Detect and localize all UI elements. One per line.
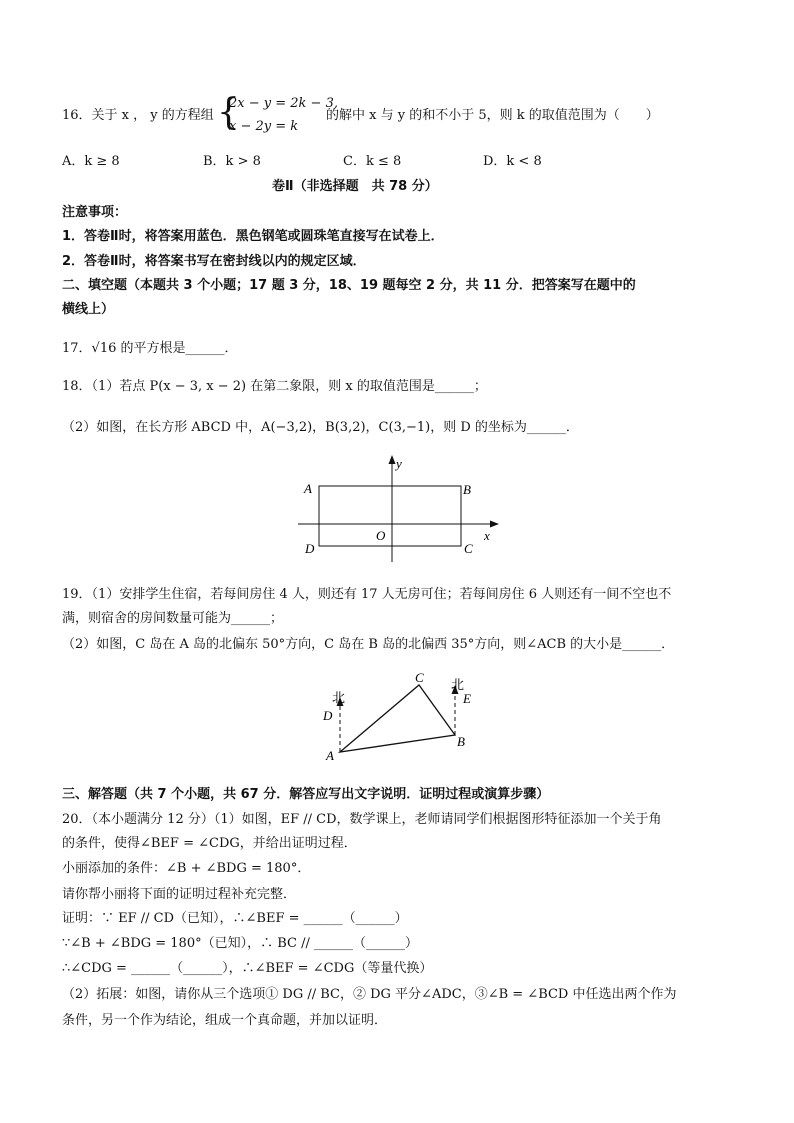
label-b: B <box>457 734 465 749</box>
triangle-acb <box>340 685 455 752</box>
q20-proof-line1: 证明：∵ EF // CD（已知），∴∠BEF = ______（______） <box>62 911 408 926</box>
part2-heading-line2: 横线上） <box>62 302 115 317</box>
label-a: A <box>326 748 334 763</box>
label-a: A <box>304 481 312 496</box>
q16-equation-1: 2x − y = 2k − 3, <box>229 96 338 111</box>
q20-line2: 的条件，使得∠BEF = ∠CDG，并给出证明过程． <box>62 836 357 851</box>
q20-proof-line3: ∴∠CDG = ______（______），∴∠BEF = ∠CDG（等量代换） <box>62 961 433 976</box>
label-d: D <box>305 541 315 556</box>
q20-proof-line2: ∵∠B + ∠BDG = 180°（已知），∴ BC // ______（______） <box>62 936 418 951</box>
part3-heading: 三、解答题（共 7 个小题，共 67 分．解答应写出文字说明．证明过程或演算步骤） <box>62 787 550 802</box>
notes-title: 注意事项： <box>62 205 128 220</box>
q18-part1: 18．（1）若点 P(x − 3, x − 2) 在第二象限，则 x 的取值范围是______； <box>62 379 487 394</box>
q16-option-b: B．k > 8 <box>203 154 261 169</box>
q16-option-a: A．k ≥ 8 <box>62 154 120 169</box>
q19-part1-line2: 满，则宿舍的房间数量可能为______； <box>62 611 284 626</box>
rectangle-figure <box>295 452 505 564</box>
q20-line4: 请你帮小丽将下面的证明过程补充完整． <box>62 887 297 902</box>
label-c: C <box>415 670 424 685</box>
q17-text: 17．√16 的平方根是______． <box>62 341 238 356</box>
island-figure <box>315 668 480 768</box>
q16-option-c: C．k ≤ 8 <box>343 154 402 169</box>
q19-part1-line1: 19．（1）安排学生住宿，若每间房住 4 人，则还有 17 人无房可住；若每间房住 6 人则还有一间不空也不 <box>62 587 672 602</box>
q16-equation-2: x − 2y = k <box>229 119 299 134</box>
label-b: B <box>463 482 471 497</box>
part2-heading-line1: 二、填空题（本题共 3 个小题；17 题 3 分，18、19 题每空 2 分，共 11 分．把答案写在题中的 <box>62 278 636 293</box>
q16-prefix: 16．关于 x ， y 的方程组 <box>62 108 214 123</box>
label-o: O <box>376 528 386 543</box>
q16-option-d: D．k < 8 <box>483 154 542 169</box>
label-e: E <box>463 691 471 706</box>
label-x: x <box>484 528 490 543</box>
rectangle-abcd <box>319 486 461 546</box>
label-c: C <box>464 541 473 556</box>
label-d: D <box>323 708 333 723</box>
q18-part2: （2）如图，在长方形 ABCD 中，A(−3,2)，B(3,2)，C(3,−1)，则 D 的坐标为______． <box>62 420 579 435</box>
q19-part2: （2）如图，C 岛在 A 岛的北偏东 50°方向，C 岛在 B 岛的北偏西 35°方向，则∠ACB 的大小是______． <box>62 637 675 652</box>
q16-suffix: 的解中 x 与 y 的和不小于 5，则 k 的取值范围为（ ） <box>326 108 659 123</box>
x-axis-arrow <box>490 521 499 528</box>
q20-extension-line1: （2）拓展：如图，请你从三个选项① DG // BC，② DG 平分∠ADC，③∠B = ∠BCD 中任选出两个作为 <box>62 987 677 1002</box>
north-label-1: 北 <box>332 690 346 705</box>
label-y: y <box>396 456 402 471</box>
notes-item-2: 2．答卷Ⅱ时，将答案书写在密封线以内的规定区域． <box>62 254 366 269</box>
y-axis-arrow <box>389 455 396 464</box>
q16-brace: { <box>217 92 240 133</box>
q20-line1: 20．（本小题满分 12 分）（1）如图，EF // CD，数学课上，老师请同学们根据图形特征添加一个关于角 <box>62 812 662 827</box>
q20-line3: 小丽添加的条件：∠B + ∠BDG = 180°． <box>62 861 311 876</box>
section-title: 卷Ⅱ（非选择题 共 78 分） <box>272 179 438 194</box>
north-label-2: 北 <box>451 677 465 692</box>
notes-item-1: 1．答卷Ⅱ时，将答案用蓝色．黑色钢笔或圆珠笔直接写在试卷上． <box>62 229 444 244</box>
q20-extension-line2: 条件，另一个作为结论，组成一个真命题，并加以证明． <box>62 1013 388 1028</box>
